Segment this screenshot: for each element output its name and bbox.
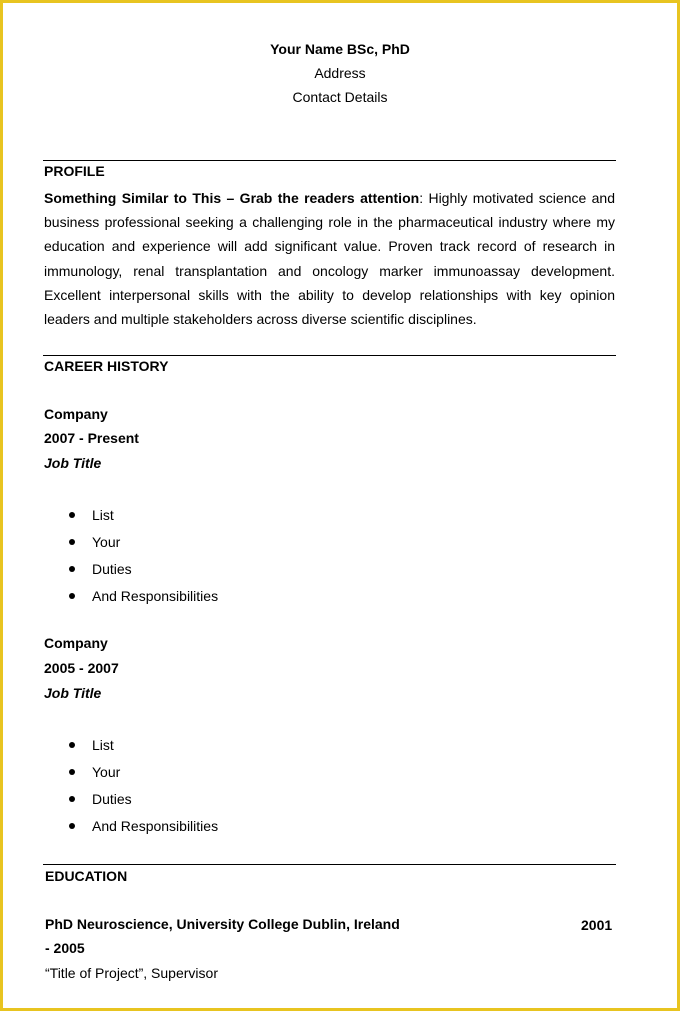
address-line: Address (314, 65, 366, 81)
job-1-company: Company (44, 406, 108, 422)
list-item: Duties (44, 560, 218, 587)
job-1-title: Job Title (44, 455, 102, 471)
profile-divider (43, 160, 616, 161)
job-2-title: Job Title (44, 685, 102, 701)
education-heading: EDUCATION (45, 868, 128, 884)
profile-lead: Something Similar to This – Grab the readers attention (44, 190, 420, 206)
education-degree: PhD Neuroscience, University College Dublin, Ireland (45, 916, 400, 932)
list-item: Your (44, 533, 218, 560)
career-heading: CAREER HISTORY (44, 358, 169, 374)
education-project: “Title of Project”, Supervisor (45, 965, 218, 981)
list-item: And Responsibilities (44, 817, 218, 844)
job-1-dates: 2007 - Present (44, 430, 139, 446)
job-1-duties-list (44, 506, 218, 614)
profile-body: : Highly motivated science and business professional seeking a challenging role in the pharmaceutical industry where my education and experience will add significant value. Proven track record of research in immunology, renal transplantation and oncology marker immunoassay development. Excellent interpersonal skills with the ability to develop relationships with key opinion leaders and multiple stakeholders across diverse scientific disciplines. (44, 190, 616, 328)
profile-heading: PROFILE (44, 163, 105, 179)
list-item: List (44, 736, 218, 763)
profile-paragraph (44, 186, 615, 331)
education-year-start: 2001 (581, 917, 613, 933)
job-2-company: Company (44, 635, 108, 651)
career-divider (43, 355, 616, 356)
education-divider (43, 864, 616, 865)
education-year-end: - 2005 (45, 940, 85, 956)
contact-details-line: Contact Details (292, 89, 388, 105)
list-item: Your (44, 763, 218, 790)
list-item: And Responsibilities (44, 587, 218, 614)
candidate-name: Your Name BSc, PhD (270, 41, 410, 57)
job-2-duties-list (44, 736, 218, 844)
list-item: List (44, 506, 218, 533)
list-item: Duties (44, 790, 218, 817)
job-2-dates: 2005 - 2007 (44, 660, 119, 676)
